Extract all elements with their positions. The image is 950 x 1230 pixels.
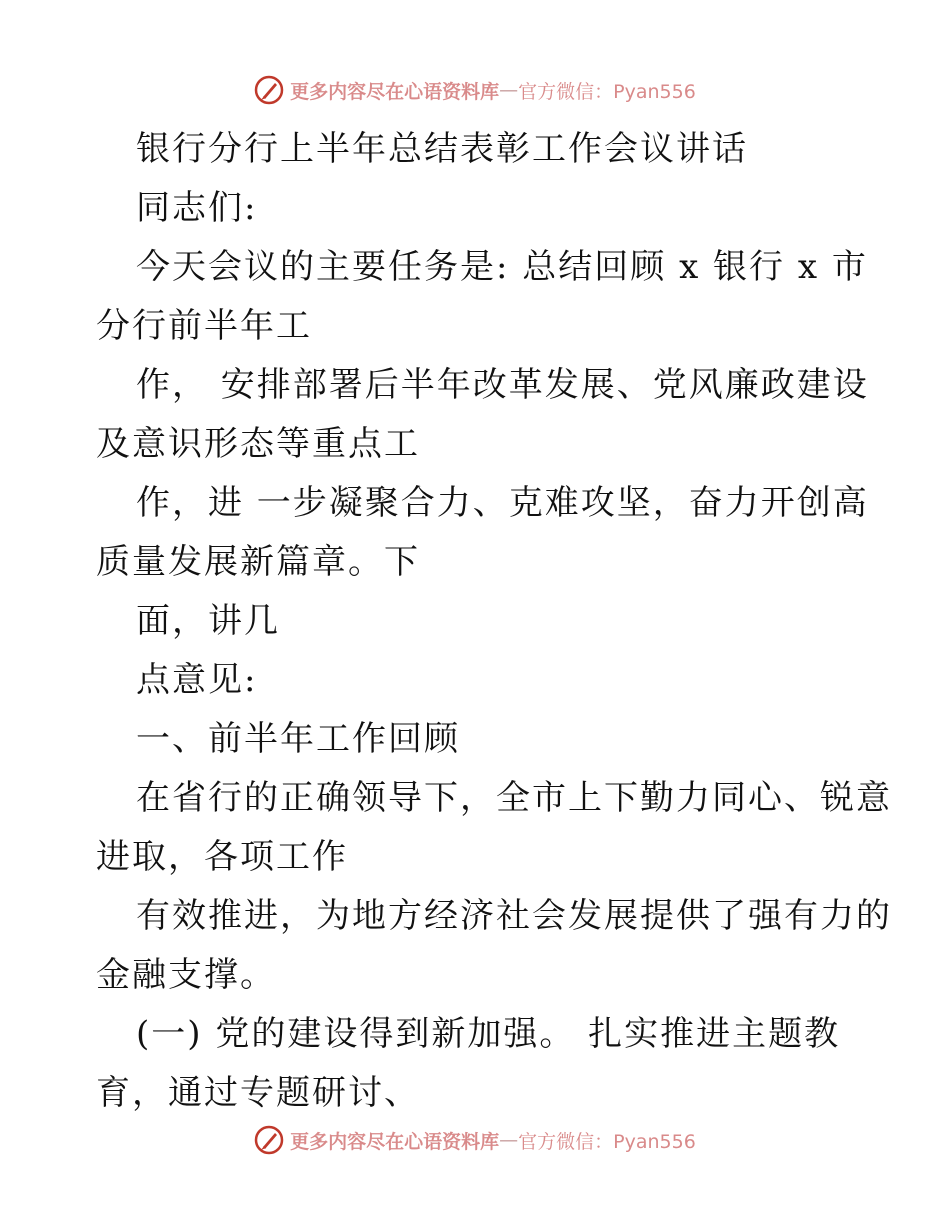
document-body — [96, 120, 892, 1123]
quill-logo-icon — [254, 75, 284, 105]
footer-watermark — [0, 1120, 950, 1160]
paragraph-line: 有效推进，为地方经济社会发展提供了强有力的 — [136, 896, 892, 936]
quill-logo-icon — [254, 1125, 284, 1155]
watermark-dash: — — [499, 79, 519, 101]
paragraph-line: 点意见: — [136, 660, 258, 700]
watermark-text: 更多内容尽在心语资料库 — [290, 1130, 500, 1153]
watermark-dash: — — [499, 1129, 519, 1151]
paragraph-line: 作，进 一步凝聚合力、克难攻坚，奋力开创高 — [136, 483, 869, 523]
watermark-wechat: 官方微信：Pyan556 — [518, 1130, 696, 1153]
subsection-heading: (一) 党的建设得到新加强。 扎实推进主题教 — [136, 1014, 841, 1054]
watermark-text: 更多内容尽在心语资料库 — [290, 80, 500, 103]
section-heading: 一、前半年工作回顾 — [136, 719, 460, 759]
paragraph-line: 在省行的正确领导下，全市上下勤力同心、锐意 — [136, 778, 892, 818]
watermark-wechat: 官方微信：Pyan556 — [518, 80, 696, 103]
paragraph-line: 金融支撑。 — [96, 955, 276, 995]
document-title: 银行分行上半年总结表彰工作会议讲话 — [136, 129, 748, 169]
paragraph-line: 进取，各项工作 — [96, 837, 348, 877]
paragraph-line: 今天会议的主要任务是: 总结回顾 x 银行 x 市 — [136, 247, 868, 287]
header-watermark — [0, 70, 950, 110]
paragraph-line: 育，通过专题研讨、 — [96, 1073, 420, 1113]
paragraph-line: 质量发展新篇章。下 — [96, 542, 420, 582]
paragraph-line: 及意识形态等重点工 — [96, 424, 420, 464]
salutation: 同志们: — [136, 188, 258, 228]
paragraph-line: 面，讲几 — [136, 601, 280, 641]
paragraph-line: 作， 安排部署后半年改革发展、党风廉政建设 — [136, 365, 869, 405]
paragraph-line: 分行前半年工 — [96, 306, 312, 346]
